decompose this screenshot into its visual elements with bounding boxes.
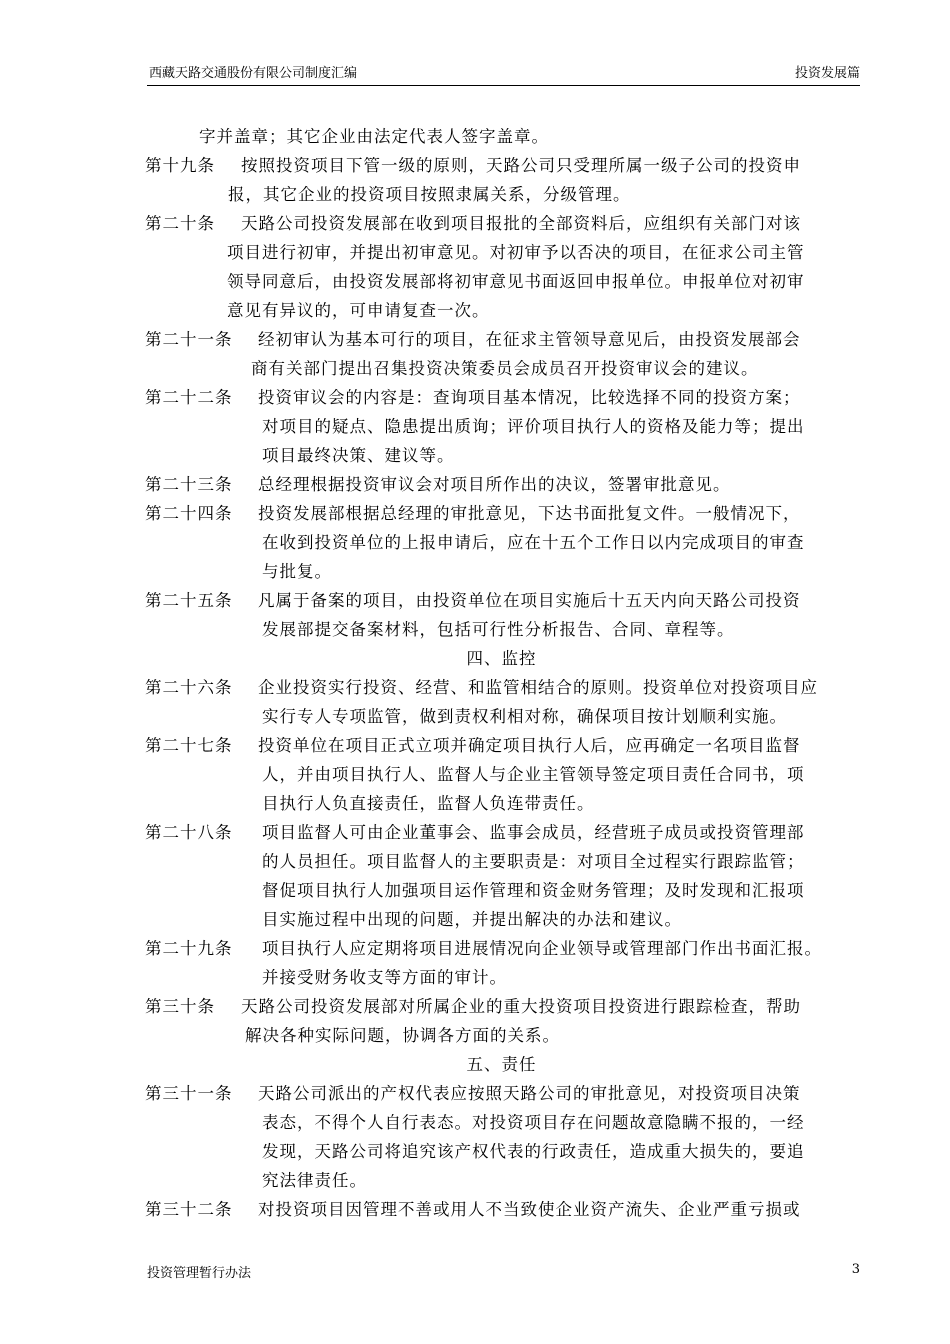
article-label: 第三十条 [145,997,215,1016]
article-text [258,731,875,818]
article-text [258,383,875,470]
continuation-line: 字并盖章；其它企业由法定代表人签字盖章。 [199,127,549,146]
article-20 [145,209,875,325]
article-line: 并接受财务收支等方面的审计。 [262,968,507,987]
article-text [258,1079,875,1195]
article-text [258,499,875,586]
article-line: 解决各种实际问题，协调各方面的关系。 [245,1026,560,1045]
article-line: 发展部提交备案材料，包括可行性分析报告、合同、章程等。 [262,620,735,639]
section-heading-responsibility: 五、责任 [466,1055,537,1074]
article-label: 第二十二条 [145,388,233,407]
article-line: 投资审议会的内容是：查询项目基本情况，比较选择不同的投资方案； [258,388,801,407]
article-label: 第十九条 [145,156,215,175]
article-26 [145,673,875,731]
article-line: 项目进行初审，并提出初审意见。对初审予以否决的项目，在征求公司主管 [227,243,805,262]
article-text [228,151,875,209]
header-section-title: 投资发展篇 [794,66,860,81]
article-30 [145,992,875,1050]
article-text [258,673,875,731]
article-line: 投资单位在项目正式立项并确定项目执行人后，应再确定一名项目监督 [258,736,801,755]
article-line: 商有关部门提出召集投资决策委员会成员召开投资审议会的建议。 [251,359,759,378]
article-text [258,586,875,644]
article-label: 第三十一条 [145,1084,233,1103]
article-line: 表态，不得个人自行表态。对投资项目存在问题故意隐瞒不报的，一经 [262,1113,805,1132]
article-25 [145,586,875,644]
article-label: 第二十四条 [145,504,233,523]
article-line: 天路公司派出的产权代表应按照天路公司的审批意见，对投资项目决策 [258,1084,801,1103]
article-line: 在收到投资单位的上报申请后，应在十五个工作日以内完成项目的审查 [262,533,805,552]
article-line: 项目执行人应定期将项目进展情况向企业领导或管理部门作出书面汇报。 [262,939,822,958]
article-32 [145,1195,875,1224]
article-28 [145,818,875,934]
article-line: 企业投资实行投资、经营、和监管相结合的原则。投资单位对投资项目应 [258,678,818,697]
article-line: 凡属于备案的项目，由投资单位在项目实施后十五天内向天路公司投资 [258,591,801,610]
article-line: 对项目的疑点、隐患提出质询；评价项目执行人的资格及能力等；提出 [262,417,805,436]
article-text [258,470,875,499]
article-22 [145,383,875,470]
article-line: 项目监督人可由企业董事会、监事会成员，经营班子成员或投资管理部 [262,823,805,842]
article-label: 第二十六条 [145,678,233,697]
article-24 [145,499,875,586]
page-number: 3 [851,1262,860,1277]
page-header [147,63,860,85]
article-label: 第二十八条 [145,823,233,842]
article-line: 报，其它企业的投资项目按照隶属关系，分级管理。 [228,185,631,204]
article-line: 天路公司投资发展部对所属企业的重大投资项目投资进行跟踪检查，帮助 [241,997,801,1016]
article-line: 总经理根据投资审议会对项目所作出的决议，签署审批意见。 [258,475,731,494]
article-label: 第二十九条 [145,939,233,958]
section-heading-monitoring: 四、监控 [466,649,537,668]
article-line: 天路公司投资发展部在收到项目报批的全部资料后，应组织有关部门对该 [241,214,801,233]
header-company-title: 西藏天路交通股份有限公司制度汇编 [149,66,358,81]
article-27 [145,731,875,818]
article-label: 第二十三条 [145,475,233,494]
article-label: 第三十二条 [145,1200,233,1219]
article-label: 第二十条 [145,214,215,233]
article-label: 第二十一条 [145,330,233,349]
article-text [227,209,875,325]
article-line: 经初审认为基本可行的项目，在征求主管领导意见后，由投资发展部会 [258,330,801,349]
document-body [145,122,875,1224]
article-line: 的人员担任。项目监督人的主要职责是：对项目全过程实行跟踪监管； [262,852,805,871]
article-23 [145,470,875,499]
article-line: 项目最终决策、建议等。 [262,446,455,465]
article-21 [145,325,875,383]
article-text [251,325,875,383]
article-text [262,934,875,992]
article-29 [145,934,875,992]
article-line: 按照投资项目下管一级的原则，天路公司只受理所属一级子公司的投资申 [241,156,801,175]
article-label: 第二十七条 [145,736,233,755]
article-line: 投资发展部根据总经理的审批意见，下达书面批复文件。一般情况下， [258,504,801,523]
article-line: 发现，天路公司将追究该产权代表的行政责任，造成重大损失的，要追 [262,1142,805,1161]
article-31 [145,1079,875,1195]
article-line: 人，并由项目执行人、监督人与企业主管领导签定项目责任合同书，项 [262,765,805,784]
article-text [258,1195,875,1224]
article-line: 实行专人专项监管，做到责权利相对称，确保项目按计划顺利实施。 [262,707,787,726]
header-divider [147,85,860,86]
article-19 [145,151,875,209]
footer-document-title: 投资管理暂行办法 [147,1266,252,1281]
article-text [262,818,875,934]
article-line: 与批复。 [262,562,332,581]
article-line: 究法律责任。 [262,1171,367,1190]
article-line: 目执行人负直接责任，监督人负连带责任。 [262,794,595,813]
article-line: 督促项目执行人加强项目运作管理和资金财务管理；及时发现和汇报项 [262,881,805,900]
article-line: 对投资项目因管理不善或用人不当致使企业资产流失、企业严重亏损或 [258,1200,801,1219]
article-line: 意见有异议的，可申请复查一次。 [227,301,490,320]
article-text [241,992,875,1050]
article-label: 第二十五条 [145,591,233,610]
article-line: 目实施过程中出现的问题，并提出解决的办法和建议。 [262,910,682,929]
article-line: 领导同意后，由投资发展部将初审意见书面返回申报单位。申报单位对初审 [227,272,805,291]
